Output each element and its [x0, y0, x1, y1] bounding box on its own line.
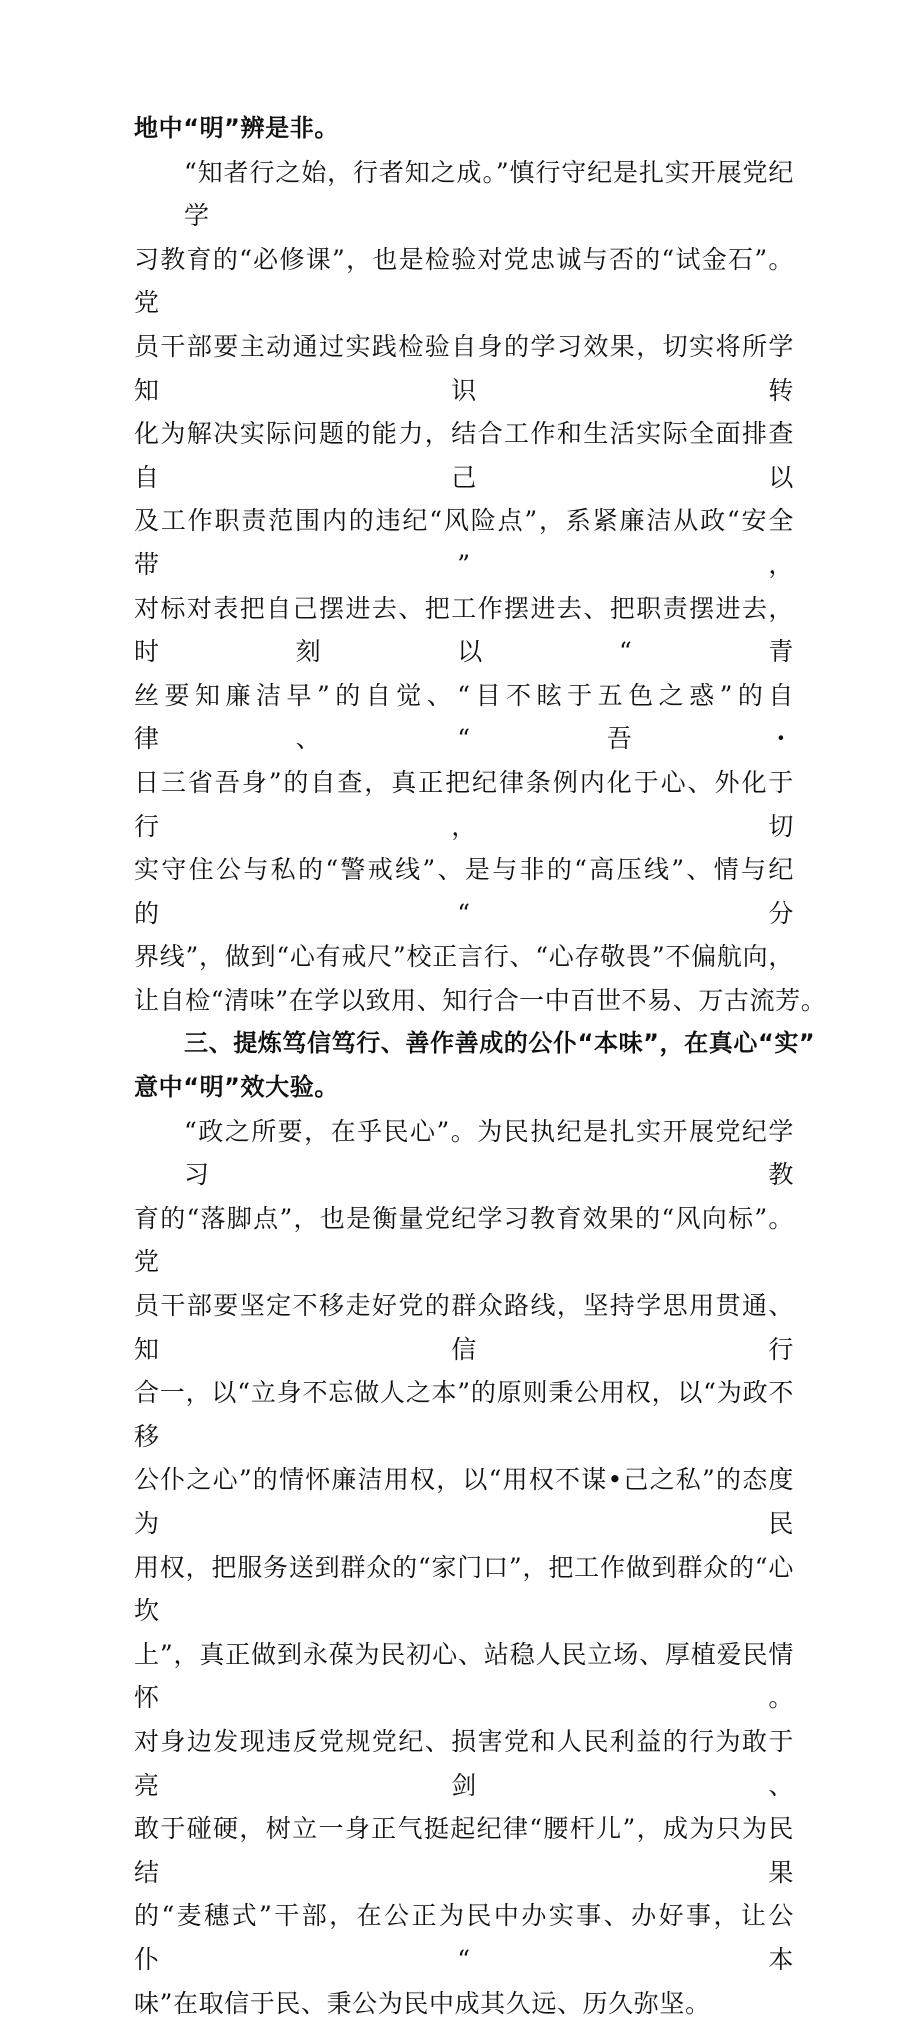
paragraph-line-last: 让自检“清味”在学以致用、知行合一中百世不易、万古流芳。 [134, 985, 827, 1015]
paragraph-line: 员干部要坚定不移走好党的群众路线，坚持学思用贯通、知信行 [134, 1291, 794, 1364]
paragraph-line: 的“麦穗式”干部，在公正为民中办实事、办好事，让公仆“本 [134, 1901, 794, 1974]
section-heading [134, 1022, 816, 1109]
paragraph-line: 界线”，做到“心有戒尺”校正言行、“心存敬畏”不偏航向， [134, 942, 794, 972]
paragraph-line: 员干部要主动通过实践检验自身的学习效果，切实将所学知识转 [134, 331, 794, 405]
paragraph-line-last: 味”在取信于民、秉公为民中成其久远、历久弥坚。 [134, 1988, 711, 2018]
paragraph-line: “政之所要，在乎民心”。为民执纪是扎实开展党纪学习教 [184, 1116, 794, 1190]
paragraph-line: 及工作职责范围内的违纪“风险点”，系紧廉洁从政“安全带”， [134, 506, 794, 579]
paragraph-line: 用权，把服务送到群众的“家门口”，把工作做到群众的“心坎 [134, 1552, 794, 1626]
paragraph-line: 育的“落脚点”，也是衡量党纪学习教育效果的“风向标”。党 [134, 1203, 794, 1277]
paragraph-people [134, 1110, 794, 2025]
document-body [134, 107, 827, 2025]
paragraph-line: 合一，以“立身不忘做人之本”的原则秉公用权，以“为政不移 [134, 1378, 794, 1451]
paragraph-line: 敢于碰硬，树立一身正气挺起纪律“腰杆儿”，成为只为民结果 [134, 1814, 794, 1887]
paragraph-line: 习教育的“必修课”，也是检验对党忠诚与否的“试金石”。党 [134, 244, 794, 318]
paragraph-line: 丝要知廉洁早”的自觉、“目不眩于五色之惑”的自律、“吾・ [134, 680, 794, 754]
paragraph-line: 实守住公与私的“警戒线”、是与非的“高压线”、情与纪的“分 [134, 855, 794, 928]
paragraph-line: “知者行之始，行者知之成。”慎行守纪是扎实开展党纪学 [184, 157, 794, 231]
paragraph-line: 日三省吾身”的自查，真正把纪律条例内化于心、外化于行，切 [134, 767, 794, 841]
section-heading-line: 意中“明”效大验。 [134, 1073, 339, 1102]
paragraph-line: 化为解决实际问题的能力，结合工作和生活实际全面排查自己以 [134, 419, 794, 492]
section-heading-continued: 地中“明”辨是非。 [134, 114, 339, 142]
paragraph-line: 对标对表把自己摆进去、把工作摆进去、把职责摆进去，时刻以“青 [134, 593, 794, 667]
paragraph-line: 上”，真正做到永葆为民初心、站稳人民立场、厚植爱民情怀。 [134, 1639, 794, 1713]
section-heading-line: 三、提炼笃信笃行、善作善成的公仆“本味”，在真心“实” [184, 1029, 816, 1058]
paragraph-line: 对身边发现违反党规党纪、损害党和人民利益的行为敢于亮剑、 [134, 1726, 794, 1800]
paragraph-discipline [134, 151, 827, 1023]
paragraph-line: 公仆之心”的情怀廉洁用权，以“用权不谋•己之私”的态度为民 [134, 1465, 794, 1538]
